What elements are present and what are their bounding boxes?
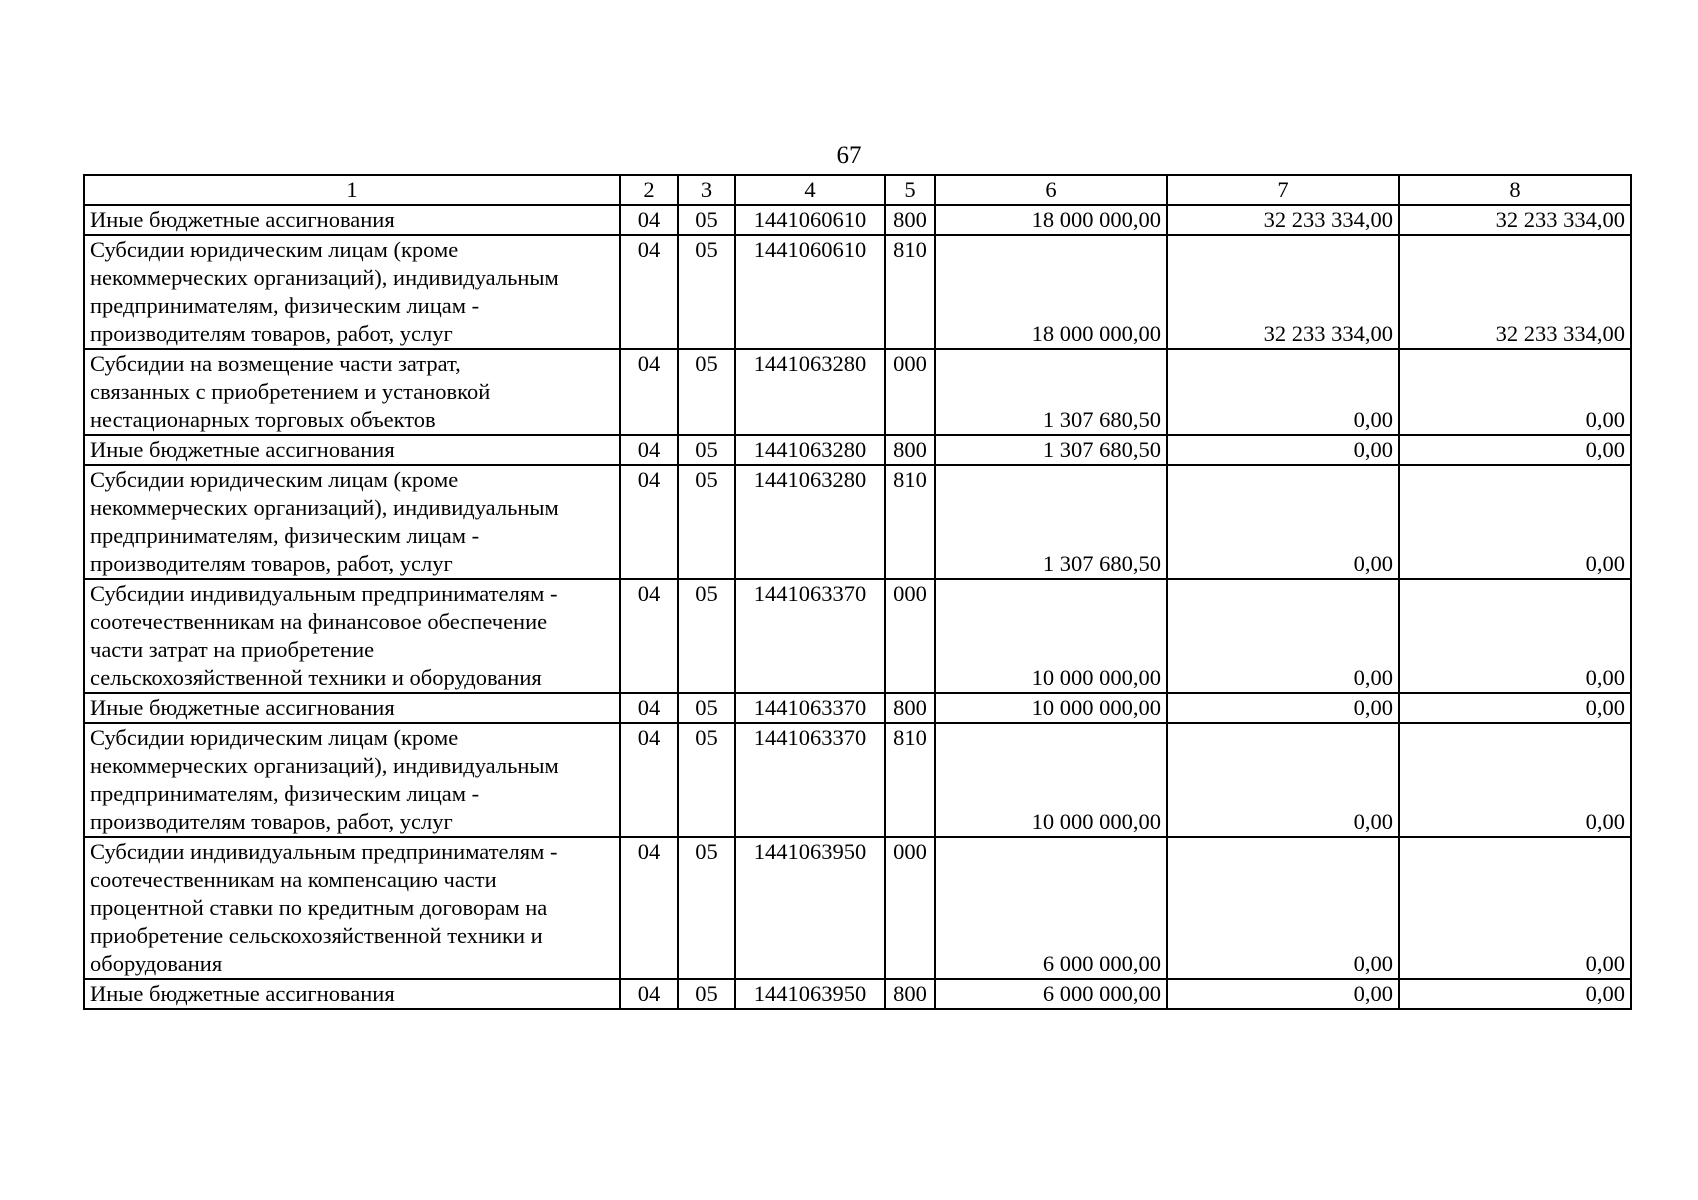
- amount-year-2: 0,00: [1167, 837, 1399, 979]
- row-description: Субсидии юридическим лицам (кроме некоммерческих организаций), индивидуальным предпринимателям, физическим лицам - производителям товаров, работ, услуг: [84, 465, 620, 579]
- amount-year-3: 0,00: [1399, 693, 1631, 723]
- amount-year-1: 1 307 680,50: [935, 465, 1167, 579]
- column-header-7: 7: [1167, 175, 1399, 205]
- amount-year-2: 0,00: [1167, 723, 1399, 837]
- subsection-code: 05: [678, 349, 735, 435]
- amount-year-2: 0,00: [1167, 579, 1399, 693]
- amount-year-3: 0,00: [1399, 435, 1631, 465]
- expense-type-code: 800: [885, 205, 935, 235]
- target-article-code: 1441063280: [735, 465, 885, 579]
- expense-type-code: 000: [885, 579, 935, 693]
- expense-type-code: 000: [885, 349, 935, 435]
- target-article-code: 1441063950: [735, 979, 885, 1009]
- amount-year-2: 32 233 334,00: [1167, 235, 1399, 349]
- amount-year-1: 1 307 680,50: [935, 435, 1167, 465]
- amount-year-3: 0,00: [1399, 837, 1631, 979]
- amount-year-3: 0,00: [1399, 579, 1631, 693]
- section-code: 04: [620, 579, 678, 693]
- target-article-code: 1441060610: [735, 235, 885, 349]
- amount-year-1: 18 000 000,00: [935, 205, 1167, 235]
- subsection-code: 05: [678, 435, 735, 465]
- amount-year-3: 32 233 334,00: [1399, 235, 1631, 349]
- amount-year-3: 0,00: [1399, 723, 1631, 837]
- table-row: [84, 723, 1631, 837]
- table-row: [84, 837, 1631, 979]
- target-article-code: 1441063370: [735, 579, 885, 693]
- table-row: [84, 235, 1631, 349]
- amount-year-2: 0,00: [1167, 435, 1399, 465]
- row-description: Иные бюджетные ассигнования: [84, 979, 620, 1009]
- row-description: Иные бюджетные ассигнования: [84, 435, 620, 465]
- target-article-code: 1441063370: [735, 693, 885, 723]
- column-header-4: 4: [735, 175, 885, 205]
- page-number: 67: [836, 142, 862, 169]
- column-header-1: 1: [84, 175, 620, 205]
- table-row: [84, 693, 1631, 723]
- section-code: 04: [620, 465, 678, 579]
- section-code: 04: [620, 349, 678, 435]
- amount-year-1: 10 000 000,00: [935, 693, 1167, 723]
- budget-table: [83, 174, 1632, 1010]
- column-header-3: 3: [678, 175, 735, 205]
- table-row: [84, 435, 1631, 465]
- column-header-5: 5: [885, 175, 935, 205]
- row-description: Субсидии индивидуальным предпринимателям - соотечественникам на компенсацию части процентной ставки по кредитным договорам на приобретение сельскохозяйственной техники и оборудования: [84, 837, 620, 979]
- amount-year-2: 0,00: [1167, 349, 1399, 435]
- subsection-code: 05: [678, 465, 735, 579]
- row-description: Субсидии на возмещение части затрат, связанных с приобретением и установкой нестационарных торговых объектов: [84, 349, 620, 435]
- subsection-code: 05: [678, 579, 735, 693]
- amount-year-2: 0,00: [1167, 693, 1399, 723]
- amount-year-1: 10 000 000,00: [935, 579, 1167, 693]
- subsection-code: 05: [678, 205, 735, 235]
- expense-type-code: 810: [885, 465, 935, 579]
- amount-year-3: 0,00: [1399, 349, 1631, 435]
- subsection-code: 05: [678, 837, 735, 979]
- column-header-6: 6: [935, 175, 1167, 205]
- section-code: 04: [620, 693, 678, 723]
- table-row: [84, 349, 1631, 435]
- target-article-code: 1441060610: [735, 205, 885, 235]
- section-code: 04: [620, 435, 678, 465]
- amount-year-3: 0,00: [1399, 979, 1631, 1009]
- target-article-code: 1441063280: [735, 435, 885, 465]
- table-row: [84, 579, 1631, 693]
- amount-year-2: 0,00: [1167, 465, 1399, 579]
- table-row: [84, 465, 1631, 579]
- section-code: 04: [620, 979, 678, 1009]
- amount-year-2: 32 233 334,00: [1167, 205, 1399, 235]
- expense-type-code: 810: [885, 723, 935, 837]
- expense-type-code: 000: [885, 837, 935, 979]
- row-description: Субсидии юридическим лицам (кроме некоммерческих организаций), индивидуальным предпринимателям, физическим лицам - производителям товаров, работ, услуг: [84, 235, 620, 349]
- expense-type-code: 800: [885, 435, 935, 465]
- expense-type-code: 810: [885, 235, 935, 349]
- row-description: Иные бюджетные ассигнования: [84, 205, 620, 235]
- row-description: Субсидии юридическим лицам (кроме некоммерческих организаций), индивидуальным предпринимателям, физическим лицам - производителям товаров, работ, услуг: [84, 723, 620, 837]
- row-description: Субсидии индивидуальным предпринимателям - соотечественникам на финансовое обеспечение части затрат на приобретение сельскохозяйственной техники и оборудования: [84, 579, 620, 693]
- target-article-code: 1441063950: [735, 837, 885, 979]
- column-header-2: 2: [620, 175, 678, 205]
- amount-year-1: 6 000 000,00: [935, 979, 1167, 1009]
- column-header-8: 8: [1399, 175, 1631, 205]
- table-row: [84, 979, 1631, 1009]
- amount-year-1: 10 000 000,00: [935, 723, 1167, 837]
- target-article-code: 1441063280: [735, 349, 885, 435]
- section-code: 04: [620, 837, 678, 979]
- amount-year-3: 32 233 334,00: [1399, 205, 1631, 235]
- amount-year-1: 18 000 000,00: [935, 235, 1167, 349]
- amount-year-2: 0,00: [1167, 979, 1399, 1009]
- expense-type-code: 800: [885, 693, 935, 723]
- section-code: 04: [620, 235, 678, 349]
- row-description: Иные бюджетные ассигнования: [84, 693, 620, 723]
- table-row: [84, 205, 1631, 235]
- section-code: 04: [620, 723, 678, 837]
- subsection-code: 05: [678, 723, 735, 837]
- amount-year-3: 0,00: [1399, 465, 1631, 579]
- section-code: 04: [620, 205, 678, 235]
- amount-year-1: 1 307 680,50: [935, 349, 1167, 435]
- table-header-row: [84, 175, 1631, 205]
- subsection-code: 05: [678, 235, 735, 349]
- subsection-code: 05: [678, 979, 735, 1009]
- amount-year-1: 6 000 000,00: [935, 837, 1167, 979]
- subsection-code: 05: [678, 693, 735, 723]
- expense-type-code: 800: [885, 979, 935, 1009]
- target-article-code: 1441063370: [735, 723, 885, 837]
